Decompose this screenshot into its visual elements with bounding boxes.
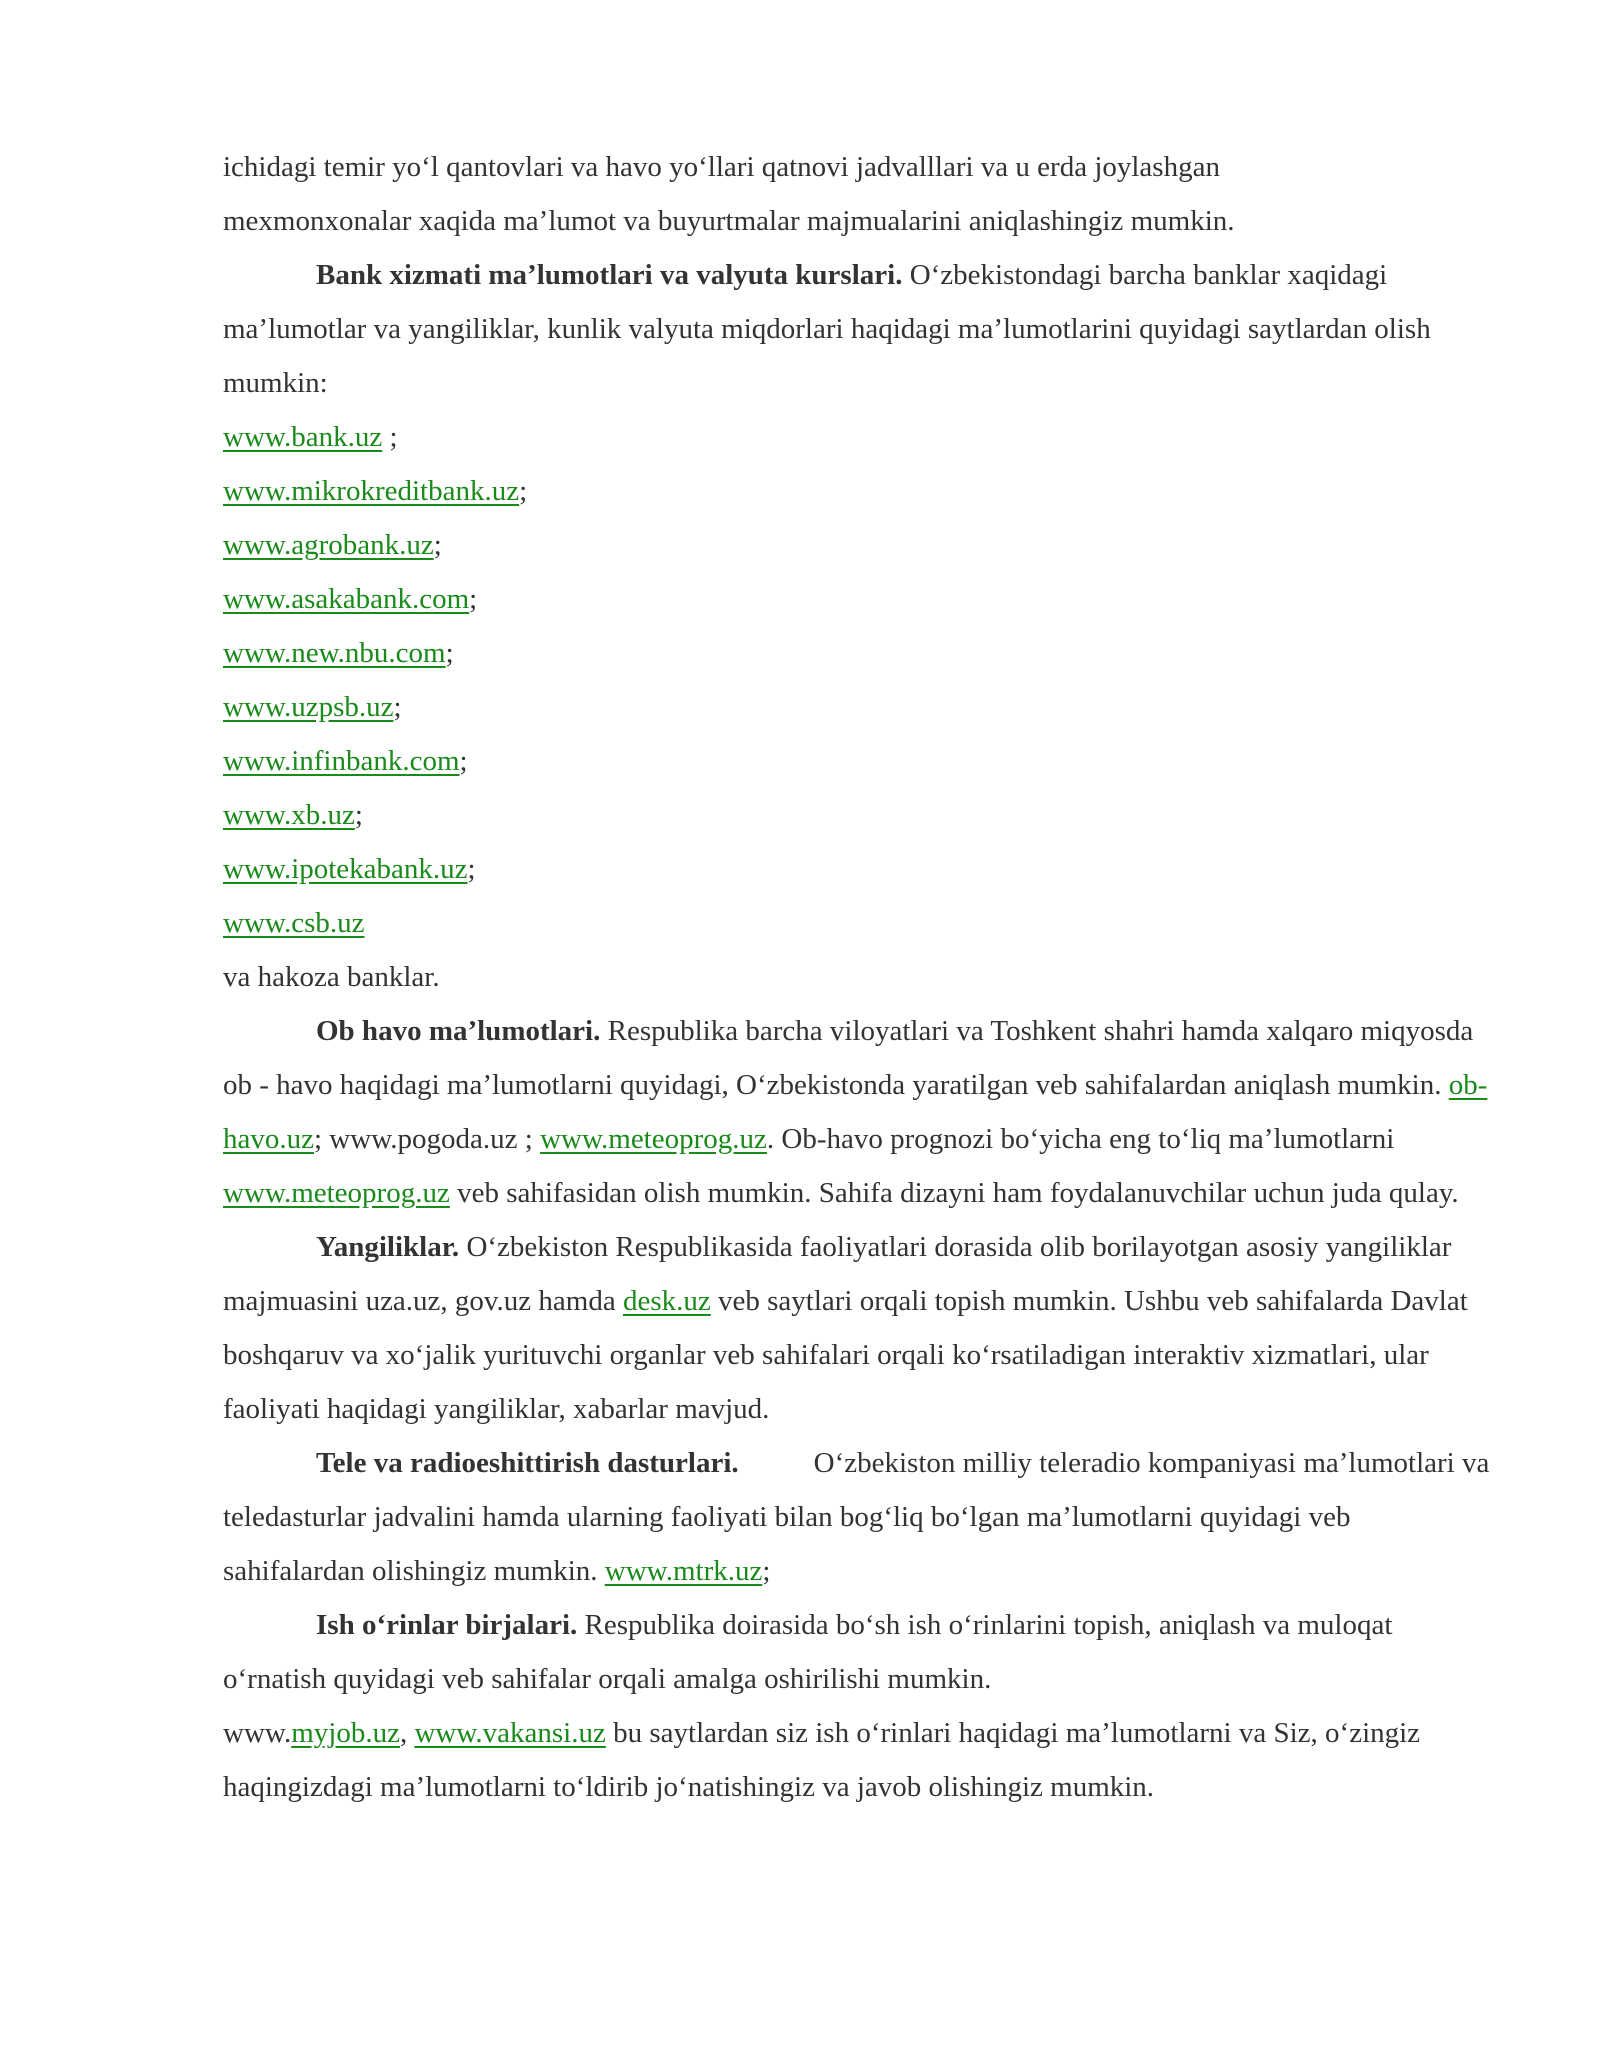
bank-link-separator: ; [459,745,468,777]
bank-link[interactable]: www.agrobank.uz [223,529,434,561]
bank-link[interactable]: www.new.nbu.com [223,637,446,669]
bank-link-item [223,896,1495,950]
jobs-links-paragraph [223,1706,1495,1814]
weather-text-2: ; www.pogoda.uz ; [314,1123,541,1155]
bank-link[interactable]: www.bank.uz [223,421,383,453]
bank-link-separator: ; [382,421,398,453]
bank-link-list [223,410,1495,950]
document-body [223,140,1495,1814]
bank-link[interactable]: www.csb.uz [223,907,365,939]
bank-link-item [223,788,1495,842]
jobs-comma: , [399,1717,415,1749]
weather-heading: Ob havo ma’lumotlari. [316,1015,601,1047]
bank-link-separator: ; [445,637,454,669]
bank-link[interactable]: www.infinbank.com [223,745,460,777]
bank-link[interactable]: www.uzpsb.uz [223,691,394,723]
bank-link-separator: ; [354,799,363,831]
bank-link-separator: ; [393,691,402,723]
jobs-prefix: www. [223,1717,292,1749]
bank-link[interactable]: www.ipotekabank.uz [223,853,468,885]
bank-link-item [223,518,1495,572]
bank-link-item [223,734,1495,788]
bank-link-item [223,626,1495,680]
bank-paragraph [223,248,1495,410]
jobs-paragraph [223,1598,1495,1706]
bank-text: O‘zbekistondagi barcha banklar xaqidagi ma’lumotlar va yangiliklar, kunlik valyuta miqdorlari haqidagi ma’lumotlarini quyidagi saytlardan olish mumkin: [223,259,1431,399]
link-myjob[interactable]: myjob.uz [291,1717,400,1749]
bank-closing: va hakoza banklar. [223,961,440,993]
link-desk[interactable]: desk.uz [622,1285,711,1317]
bank-link-item [223,680,1495,734]
bank-link-separator: ; [519,475,528,507]
link-vakansi[interactable]: www.vakansi.uz [414,1717,606,1749]
bank-link-separator: ; [469,583,478,615]
weather-text-3: . Ob-havo prognozi bo‘yicha eng to‘liq ma’lumotlarni [766,1123,1395,1155]
link-mtrk[interactable]: www.mtrk.uz [604,1555,763,1587]
bank-link[interactable]: www.asakabank.com [223,583,470,615]
weather-text-4: veb sahifasidan olish mumkin. Sahifa dizayni ham foydalanuvchilar uchun juda qulay. [449,1177,1459,1209]
intro-line-1: ichidagi temir yo‘l qantovlari va havo yo‘llari qatnovi jadvalllari va u erda joylashgan [223,151,1220,183]
news-text-2: veb saytlari orqali topish mumkin. Ushbu veb sahifalarda Davlat boshqaruv va xo‘jalik yurituvchi organlar veb sahifalari orqali ko‘rsatiladigan interaktiv xizmatlari, ular faoliyati haqidagi yangiliklar, xabarlar mavjud. [223,1285,1468,1425]
news-heading: Yangiliklar. [316,1231,460,1263]
jobs-heading: Ish o‘rinlar birjalari. [316,1609,578,1641]
weather-paragraph [223,1004,1495,1220]
bank-link[interactable]: www.mikrokreditbank.uz [223,475,520,507]
link-meteoprog-1[interactable]: www.meteoprog.uz [540,1123,767,1155]
link-ob-havo[interactable]: ob-havo.uz [223,1069,1488,1155]
bank-link[interactable]: www.xb.uz [223,799,355,831]
bank-link-separator: ; [433,529,442,561]
bank-link-item [223,842,1495,896]
jobs-text-2: bu saytlardan siz ish o‘rinlari haqidagi ma’lumotlarni va Siz, o‘zingiz haqingizdagi ma’lumotlarni to‘ldirib jo‘natishingiz va javob olishingiz mumkin. [223,1717,1421,1803]
intro-paragraph [223,140,1495,248]
news-paragraph [223,1220,1495,1436]
weather-text-1: Respublika barcha viloyatlari va Toshkent shahri hamda xalqaro miqyosda ob - havo haqidagi ma’lumotlarni quyidagi, O‘zbekistonda yaratilgan veb sahifalardan aniqlash mumkin. [223,1015,1474,1101]
intro-line-2: mexmonxonalar xaqida ma’lumot va buyurtmalar majmualarini aniqlashingiz mumkin. [223,205,1235,237]
link-meteoprog-2[interactable]: www.meteoprog.uz [223,1177,450,1209]
bank-link-separator: ; [467,853,476,885]
tv-paragraph [223,1436,1495,1598]
news-text-1: O‘zbekiston Respublikasida faoliyatlari dorasida olib borilayotgan asosiy yangiliklar majmuasini uza.uz, gov.uz hamda [223,1231,1452,1317]
bank-link-item [223,464,1495,518]
tv-text-1: O‘zbekiston milliy teleradio kompaniyasi ma’lumotlari va teledasturlar jadvalini hamda ularning faoliyati bilan bog‘liq bo‘lgan ma’lumotlarni quyidagi veb sahifalardan olishingiz mumkin. [223,1447,1490,1587]
bank-link-item [223,572,1495,626]
bank-heading: Bank xizmati ma’lumotlari va valyuta kurslari. [316,259,903,291]
tv-text-2: ; [762,1555,771,1587]
jobs-text-1: Respublika doirasida bo‘sh ish o‘rinlarini topish, aniqlash va muloqat o‘rnatish quyidagi veb sahifalar orqali amalga oshirilishi mumkin. [223,1609,1393,1695]
tv-heading: Tele va radioeshittirish dasturlari. [316,1447,739,1479]
bank-link-item [223,410,1495,464]
